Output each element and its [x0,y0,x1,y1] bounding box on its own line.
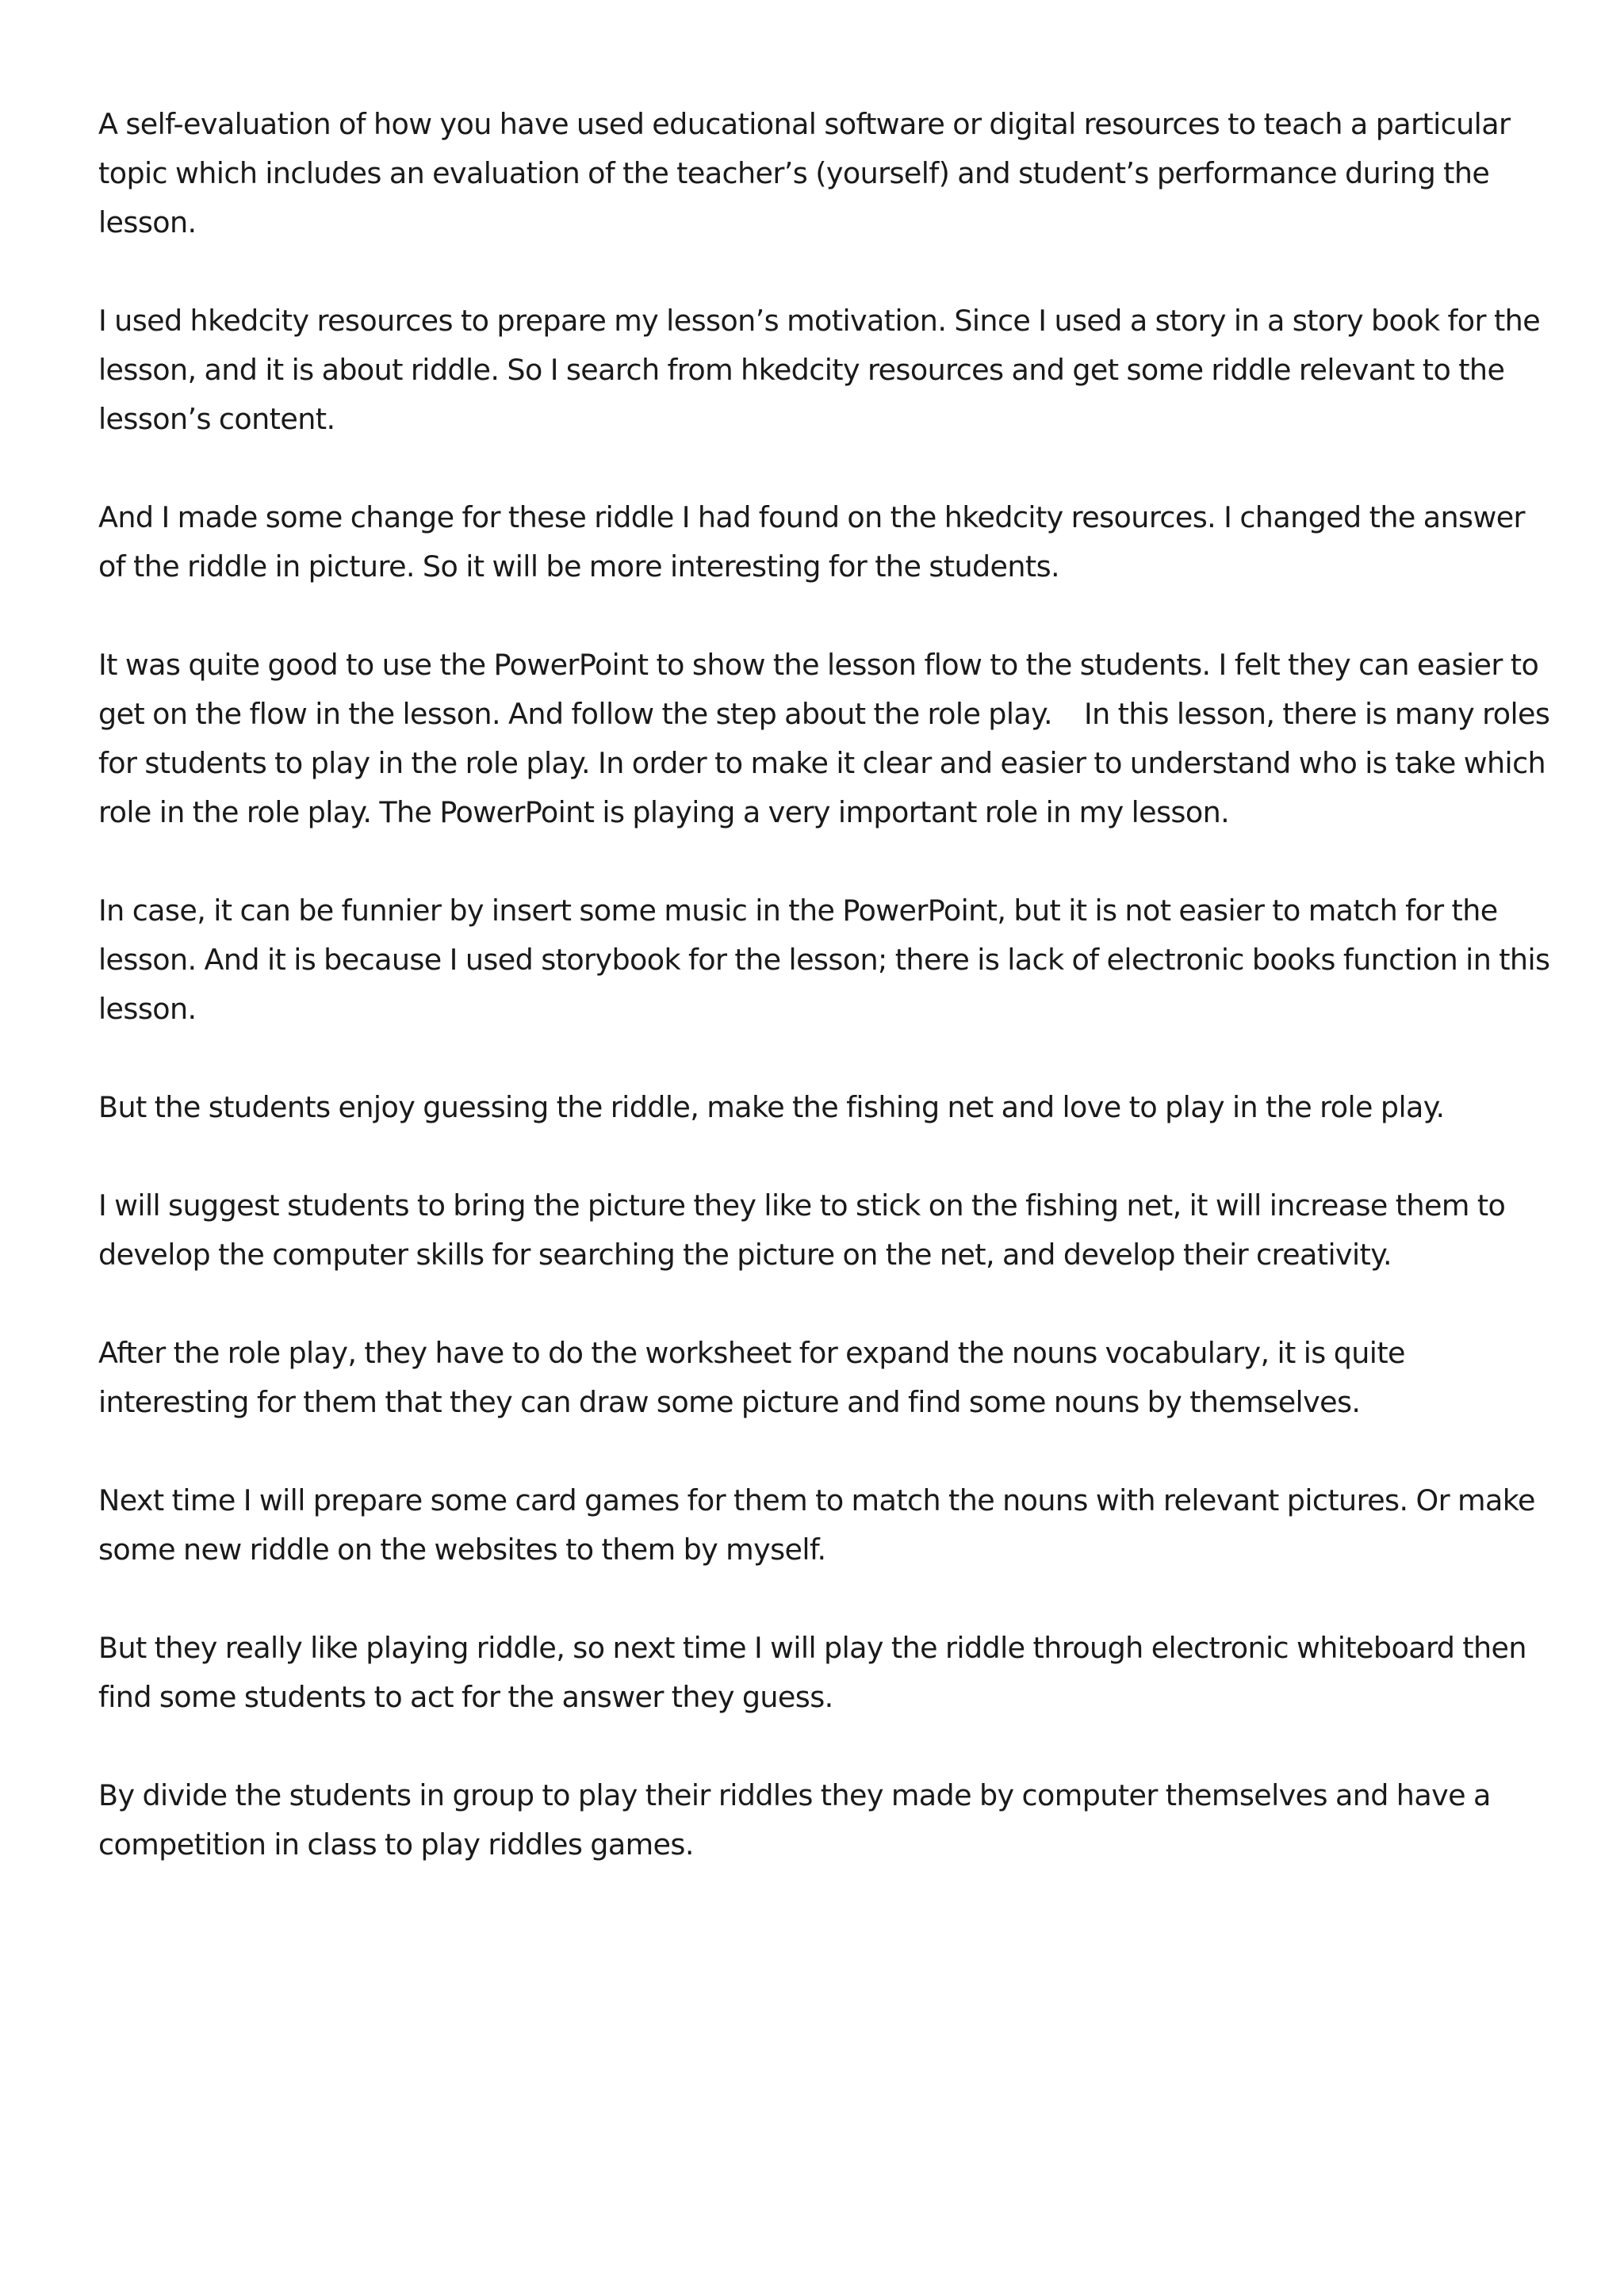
paragraph-electronic-whiteboard: But they really like playing riddle, so next time I will play the riddle through electronic whiteboard then find some students to act for the answer they guess. [98,1631,1534,1714]
paragraph-card-games: Next time I will prepare some card games for them to match the nouns with relevant pictures. Or make some new riddle on the websites to them by myself. [98,1483,1543,1567]
paragraph-group-competition: By divide the students in group to play their riddles they made by computer themselves and have a competition in class to play riddles games. [98,1778,1499,1862]
paragraph-worksheet: After the role play, they have to do the worksheet for expand the nouns vocabulary, it is quite interesting for them that they can draw some picture and find some nouns by themselves. [98,1336,1413,1419]
paragraph-powerpoint-flow: It was quite good to use the PowerPoint to show the lesson flow to the students. I felt they can easier to get on the flow in the lesson. And follow the step about the role play. In this lesson, there is many roles for students to play in the role play. In order to make it clear and easier to understand who is take which role in the role play. The PowerPoint is playing a very important role in my lesson. [98,648,1558,829]
paragraph-riddle-changes: And I made some change for these riddle I had found on the hkedcity resources. I changed the answer of the riddle in picture. So it will be more interesting for the students. [98,500,1533,584]
paragraph-hkedcity-resources: I used hkedcity resources to prepare my lesson’s motivation. Since I used a story in a story book for the lesson, and it is about riddle. So I search from hkedcity resources and get some riddle relevant to the lesson’s content. [98,304,1549,436]
paragraph-intro-prompt: A self-evaluation of how you have used educational software or digital resources to teach a particular topic which includes an evaluation of the teacher’s (yourself) and student’s performance during the lesson. [98,107,1519,239]
document-body [98,100,1557,1919]
paragraph-music-storybook: In case, it can be funnier by insert some music in the PowerPoint, but it is not easier to match for the lesson. And it is because I used storybook for the lesson; there is lack of electronic books function in this lesson. [98,894,1558,1026]
paragraph-students-enjoy: But the students enjoy guessing the riddle, make the fishing net and love to play in the role play. [98,1090,1445,1124]
paragraph-suggest-pictures: I will suggest students to bring the picture they like to stick on the fishing net, it will increase them to develop the computer skills for searching the picture on the net, and develop their creativity. [98,1188,1514,1272]
